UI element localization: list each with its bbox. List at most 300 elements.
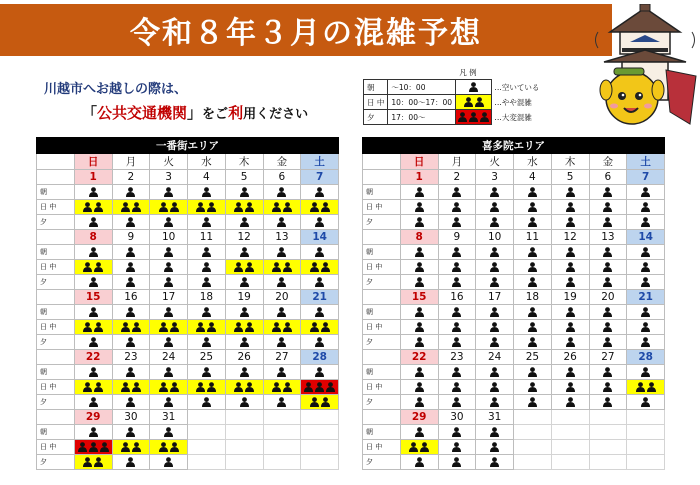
- row-label-empty: [363, 230, 401, 245]
- person-icon: [315, 247, 324, 257]
- crowd-cell: [514, 275, 552, 290]
- date-cell: 23: [112, 350, 150, 365]
- person-icon: [196, 322, 216, 332]
- crowd-cell: [225, 455, 263, 470]
- person-icon: [415, 322, 424, 332]
- period-row: [37, 185, 339, 200]
- period-row: [363, 185, 665, 200]
- row-label-empty: [37, 170, 75, 185]
- person-icon: [566, 382, 575, 392]
- person-icon: [202, 277, 211, 287]
- person-icon: [415, 277, 424, 287]
- weekday-header: 水: [188, 154, 226, 170]
- crowd-cell: [188, 425, 226, 440]
- crowd-cell: [301, 455, 339, 470]
- date-cell: 8: [74, 230, 112, 245]
- period-label: 朝: [363, 425, 401, 440]
- person-icon: [415, 457, 424, 467]
- legend-time: 〜10：00: [388, 80, 456, 95]
- crowd-cell: [263, 335, 301, 350]
- date-cell: 27: [589, 350, 627, 365]
- period-label: 夕: [363, 335, 401, 350]
- crowd-cell: [112, 260, 150, 275]
- date-cell: [301, 410, 339, 425]
- person-icon: [83, 382, 103, 392]
- legend-time: 17：00〜: [388, 110, 456, 125]
- crowd-cell: [514, 245, 552, 260]
- date-cell: 25: [514, 350, 552, 365]
- period-label: 朝: [363, 185, 401, 200]
- crowd-cell: [301, 380, 339, 395]
- person-icon: [528, 307, 537, 317]
- crowd-cell: [150, 425, 188, 440]
- person-icon: [603, 277, 612, 287]
- crowd-cell: [112, 455, 150, 470]
- person-icon: [452, 397, 461, 407]
- period-row: [363, 455, 665, 470]
- period-row: [363, 425, 665, 440]
- crowd-cell: [150, 380, 188, 395]
- period-row: [37, 335, 339, 350]
- period-row: [37, 365, 339, 380]
- date-cell: 13: [263, 230, 301, 245]
- person-icon: [641, 307, 650, 317]
- person-icon: [603, 367, 612, 377]
- crowd-cell: [150, 185, 188, 200]
- person-icon: [310, 322, 330, 332]
- person-icon: [490, 382, 499, 392]
- crowd-cell: [476, 425, 514, 440]
- crowd-cell: [74, 440, 112, 455]
- date-cell: 23: [438, 350, 476, 365]
- person-icon: [528, 247, 537, 257]
- crowd-cell: [150, 245, 188, 260]
- crowd-cell: [150, 305, 188, 320]
- crowd-cell: [438, 440, 476, 455]
- period-row: [363, 440, 665, 455]
- person-icon: [452, 307, 461, 317]
- crowd-cell: [514, 200, 552, 215]
- person-icon: [89, 247, 98, 257]
- person-icon: [277, 217, 286, 227]
- person-icon: [415, 337, 424, 347]
- date-row: [37, 410, 339, 425]
- person-icon: [240, 367, 249, 377]
- date-cell: 3: [150, 170, 188, 185]
- person-icon: [234, 262, 254, 272]
- weekday-header: 水: [514, 154, 552, 170]
- crowd-cell: [225, 320, 263, 335]
- crowd-cell: [112, 275, 150, 290]
- crowd-cell: [400, 365, 438, 380]
- crowd-cell: [301, 320, 339, 335]
- person-icon: [603, 262, 612, 272]
- person-icon: [452, 202, 461, 212]
- crowd-cell: [188, 245, 226, 260]
- crowd-cell: [400, 260, 438, 275]
- crowd-cell: [627, 320, 665, 335]
- period-label: 夕: [37, 455, 75, 470]
- period-row: [363, 335, 665, 350]
- row-label-empty: [363, 170, 401, 185]
- person-icon: [202, 187, 211, 197]
- crowd-cell: [225, 335, 263, 350]
- date-cell: [627, 410, 665, 425]
- crowd-cell: [476, 305, 514, 320]
- period-label: 朝: [37, 365, 75, 380]
- date-cell: 12: [225, 230, 263, 245]
- crowd-cell: [627, 395, 665, 410]
- crowd-cell: [627, 440, 665, 455]
- date-cell: 26: [551, 350, 589, 365]
- crowd-cell: [551, 320, 589, 335]
- crowd-cell: [589, 275, 627, 290]
- person-icon: [126, 457, 135, 467]
- period-label: 日 中: [363, 320, 401, 335]
- person-icon: [636, 382, 656, 392]
- crowd-cell: [400, 335, 438, 350]
- page-title: 令和８年３月の混雑予想: [0, 4, 612, 56]
- person-icon: [89, 367, 98, 377]
- person-icon: [164, 307, 173, 317]
- legend-period: 夕: [364, 110, 388, 125]
- person-icon: [159, 442, 179, 452]
- date-row: [363, 410, 665, 425]
- crowd-cell: [551, 215, 589, 230]
- date-cell: 11: [188, 230, 226, 245]
- date-cell: 5: [225, 170, 263, 185]
- person-icon: [528, 337, 537, 347]
- legend-title: 凡 例: [459, 68, 477, 77]
- crowd-cell: [589, 305, 627, 320]
- weekday-header: 木: [551, 154, 589, 170]
- period-row: [37, 215, 339, 230]
- crowd-cell: [476, 335, 514, 350]
- crowd-cell: [188, 320, 226, 335]
- person-icon: [126, 187, 135, 197]
- date-cell: 6: [263, 170, 301, 185]
- crowd-cell: [551, 245, 589, 260]
- crowd-cell: [188, 305, 226, 320]
- person-icon: [277, 277, 286, 287]
- crowd-cell: [263, 425, 301, 440]
- date-cell: 31: [476, 410, 514, 425]
- date-cell: 21: [627, 290, 665, 305]
- person-icon: [641, 262, 650, 272]
- crowd-cell: [74, 320, 112, 335]
- crowd-cell: [188, 395, 226, 410]
- person-icon: [315, 187, 324, 197]
- crowd-cell: [225, 200, 263, 215]
- period-row: [37, 245, 339, 260]
- area-title-row: [363, 138, 665, 154]
- date-cell: [263, 410, 301, 425]
- crowd-cell: [225, 380, 263, 395]
- crowd-cell: [476, 275, 514, 290]
- crowd-cell: [589, 200, 627, 215]
- crowd-cell: [514, 365, 552, 380]
- corner-cell: [37, 154, 75, 170]
- person-icon: [490, 322, 499, 332]
- person-icon: [452, 337, 461, 347]
- crowd-cell: [112, 305, 150, 320]
- crowd-cell: [400, 455, 438, 470]
- date-cell: 22: [74, 350, 112, 365]
- person-icon: [272, 382, 292, 392]
- crowd-cell: [551, 455, 589, 470]
- person-icon: [202, 217, 211, 227]
- person-icon: [603, 382, 612, 392]
- legend-icon-cell: [456, 80, 492, 95]
- date-cell: 26: [225, 350, 263, 365]
- crowd-cell: [514, 425, 552, 440]
- intro-text: 川越市へお越しの際は、: [44, 82, 188, 97]
- person-icon: [310, 262, 330, 272]
- mascot-illustration: [592, 4, 698, 130]
- person-icon: [83, 322, 103, 332]
- crowd-cell: [301, 245, 339, 260]
- crowd-cell: [225, 305, 263, 320]
- person-icon: [603, 307, 612, 317]
- crowd-cell: [627, 200, 665, 215]
- period-row: [37, 380, 339, 395]
- person-icon: [240, 187, 249, 197]
- crowd-cell: [263, 395, 301, 410]
- crowd-cell: [112, 185, 150, 200]
- crowd-cell: [514, 185, 552, 200]
- date-cell: 16: [438, 290, 476, 305]
- person-icon: [164, 457, 173, 467]
- crowd-cell: [551, 365, 589, 380]
- person-icon: [240, 337, 249, 347]
- crowd-cell: [301, 215, 339, 230]
- crowd-cell: [589, 455, 627, 470]
- person-icon: [310, 397, 330, 407]
- person-icon: [202, 247, 211, 257]
- crowd-cell: [188, 215, 226, 230]
- crowd-cell: [627, 185, 665, 200]
- corner-cell: [363, 154, 401, 170]
- person-icon: [272, 262, 292, 272]
- period-row: [37, 440, 339, 455]
- crowd-cell: [301, 185, 339, 200]
- crowd-cell: [188, 275, 226, 290]
- date-cell: 18: [514, 290, 552, 305]
- crowd-cell: [301, 365, 339, 380]
- person-icon: [415, 247, 424, 257]
- period-label: 日 中: [37, 440, 75, 455]
- crowd-cell: [551, 440, 589, 455]
- period-row: [363, 395, 665, 410]
- person-icon: [603, 202, 612, 212]
- crowd-cell: [263, 275, 301, 290]
- crowd-cell: [438, 365, 476, 380]
- person-icon: [603, 322, 612, 332]
- person-icon: [277, 397, 286, 407]
- crowd-cell: [225, 275, 263, 290]
- period-label: 朝: [363, 305, 401, 320]
- date-cell: 21: [301, 290, 339, 305]
- crowd-cell: [263, 320, 301, 335]
- crowd-cell: [400, 275, 438, 290]
- person-icon: [159, 322, 179, 332]
- date-cell: 10: [150, 230, 188, 245]
- crowd-cell: [74, 245, 112, 260]
- crowd-cell: [74, 200, 112, 215]
- weekday-row: [37, 154, 339, 170]
- period-label: 日 中: [363, 440, 401, 455]
- date-cell: 28: [301, 350, 339, 365]
- crowd-cell: [551, 395, 589, 410]
- legend-icon-cell: [456, 110, 492, 125]
- person-icon: [164, 217, 173, 227]
- person-icon: [409, 442, 429, 452]
- crowd-cell: [150, 215, 188, 230]
- person-icon: [196, 202, 216, 212]
- period-row: [37, 275, 339, 290]
- row-label-empty: [37, 350, 75, 365]
- period-row: [37, 320, 339, 335]
- crowd-cell: [112, 200, 150, 215]
- date-row: [37, 170, 339, 185]
- period-label: 日 中: [363, 380, 401, 395]
- calendar-ichibangai: [36, 137, 339, 470]
- weekday-header: 日: [74, 154, 112, 170]
- person-icon: [490, 307, 499, 317]
- person-icon: [490, 262, 499, 272]
- crowd-cell: [400, 425, 438, 440]
- crowd-cell: [188, 335, 226, 350]
- crowd-cell: [438, 200, 476, 215]
- period-row: [37, 395, 339, 410]
- date-cell: 5: [551, 170, 589, 185]
- crowd-cell: [112, 395, 150, 410]
- crowd-cell: [627, 365, 665, 380]
- period-label: 夕: [37, 215, 75, 230]
- legend-period: 朝: [364, 80, 388, 95]
- legend-desc: …大変混雑: [494, 112, 532, 122]
- person-icon: [528, 202, 537, 212]
- person-icon: [528, 187, 537, 197]
- crowd-cell: [514, 260, 552, 275]
- person-icon: [89, 187, 98, 197]
- date-cell: 17: [476, 290, 514, 305]
- crowd-cell: [476, 380, 514, 395]
- person-icon: [415, 202, 424, 212]
- person-icon: [566, 397, 575, 407]
- person-icon: [566, 307, 575, 317]
- date-cell: 7: [627, 170, 665, 185]
- period-label: 日 中: [363, 200, 401, 215]
- person-icon: [315, 277, 324, 287]
- date-cell: 10: [476, 230, 514, 245]
- row-label-empty: [363, 410, 401, 425]
- person-icon: [452, 367, 461, 377]
- person-icon: [277, 337, 286, 347]
- date-row: [37, 290, 339, 305]
- person-icon: [234, 322, 254, 332]
- person-icon: [202, 307, 211, 317]
- period-label: 朝: [37, 425, 75, 440]
- date-cell: 7: [301, 170, 339, 185]
- crowd-cell: [589, 260, 627, 275]
- person-icon: [641, 277, 650, 287]
- person-icon: [89, 397, 98, 407]
- crowd-cell: [400, 380, 438, 395]
- crowd-cell: [263, 305, 301, 320]
- person-icon: [315, 367, 324, 377]
- area-title: 喜多院エリア: [363, 138, 665, 154]
- crowd-cell: [112, 365, 150, 380]
- period-row: [363, 305, 665, 320]
- person-icon: [566, 202, 575, 212]
- crowd-cell: [74, 395, 112, 410]
- crowd-cell: [263, 455, 301, 470]
- person-icon: [310, 202, 330, 212]
- crowd-cell: [263, 215, 301, 230]
- person-icon: [641, 367, 650, 377]
- crowd-cell: [263, 380, 301, 395]
- date-row: [363, 230, 665, 245]
- period-label: 夕: [363, 395, 401, 410]
- period-row: [363, 320, 665, 335]
- person-icon: [490, 187, 499, 197]
- crowd-cell: [301, 200, 339, 215]
- person-icon: [304, 382, 335, 392]
- date-cell: [225, 410, 263, 425]
- person-icon: [528, 367, 537, 377]
- person-icon: [415, 427, 424, 437]
- date-cell: 9: [438, 230, 476, 245]
- person-icon: [452, 217, 461, 227]
- period-label: 朝: [37, 305, 75, 320]
- period-row: [37, 425, 339, 440]
- crowd-cell: [150, 395, 188, 410]
- person-icon: [164, 262, 173, 272]
- period-row: [37, 200, 339, 215]
- area-title: 一番街エリア: [37, 138, 339, 154]
- crowd-cell: [150, 455, 188, 470]
- person-icon: [277, 187, 286, 197]
- period-row: [363, 380, 665, 395]
- weekday-row: [363, 154, 665, 170]
- crowd-cell: [589, 245, 627, 260]
- person-icon: [528, 277, 537, 287]
- date-cell: 29: [74, 410, 112, 425]
- person-icon: [89, 217, 98, 227]
- crowd-cell: [112, 335, 150, 350]
- crowd-cell: [188, 440, 226, 455]
- crowd-cell: [514, 455, 552, 470]
- crowd-cell: [551, 425, 589, 440]
- crowd-cell: [627, 215, 665, 230]
- crowd-cell: [438, 320, 476, 335]
- date-row: [37, 230, 339, 245]
- period-label: 夕: [37, 275, 75, 290]
- legend: [363, 66, 573, 125]
- person-icon: [202, 397, 211, 407]
- person-icon: [240, 307, 249, 317]
- date-cell: 18: [188, 290, 226, 305]
- person-icon: [452, 247, 461, 257]
- crowd-cell: [589, 440, 627, 455]
- crowd-cell: [589, 365, 627, 380]
- period-label: 朝: [37, 185, 75, 200]
- date-cell: [514, 410, 552, 425]
- crowd-cell: [476, 200, 514, 215]
- person-icon: [452, 457, 461, 467]
- person-icon: [641, 247, 650, 257]
